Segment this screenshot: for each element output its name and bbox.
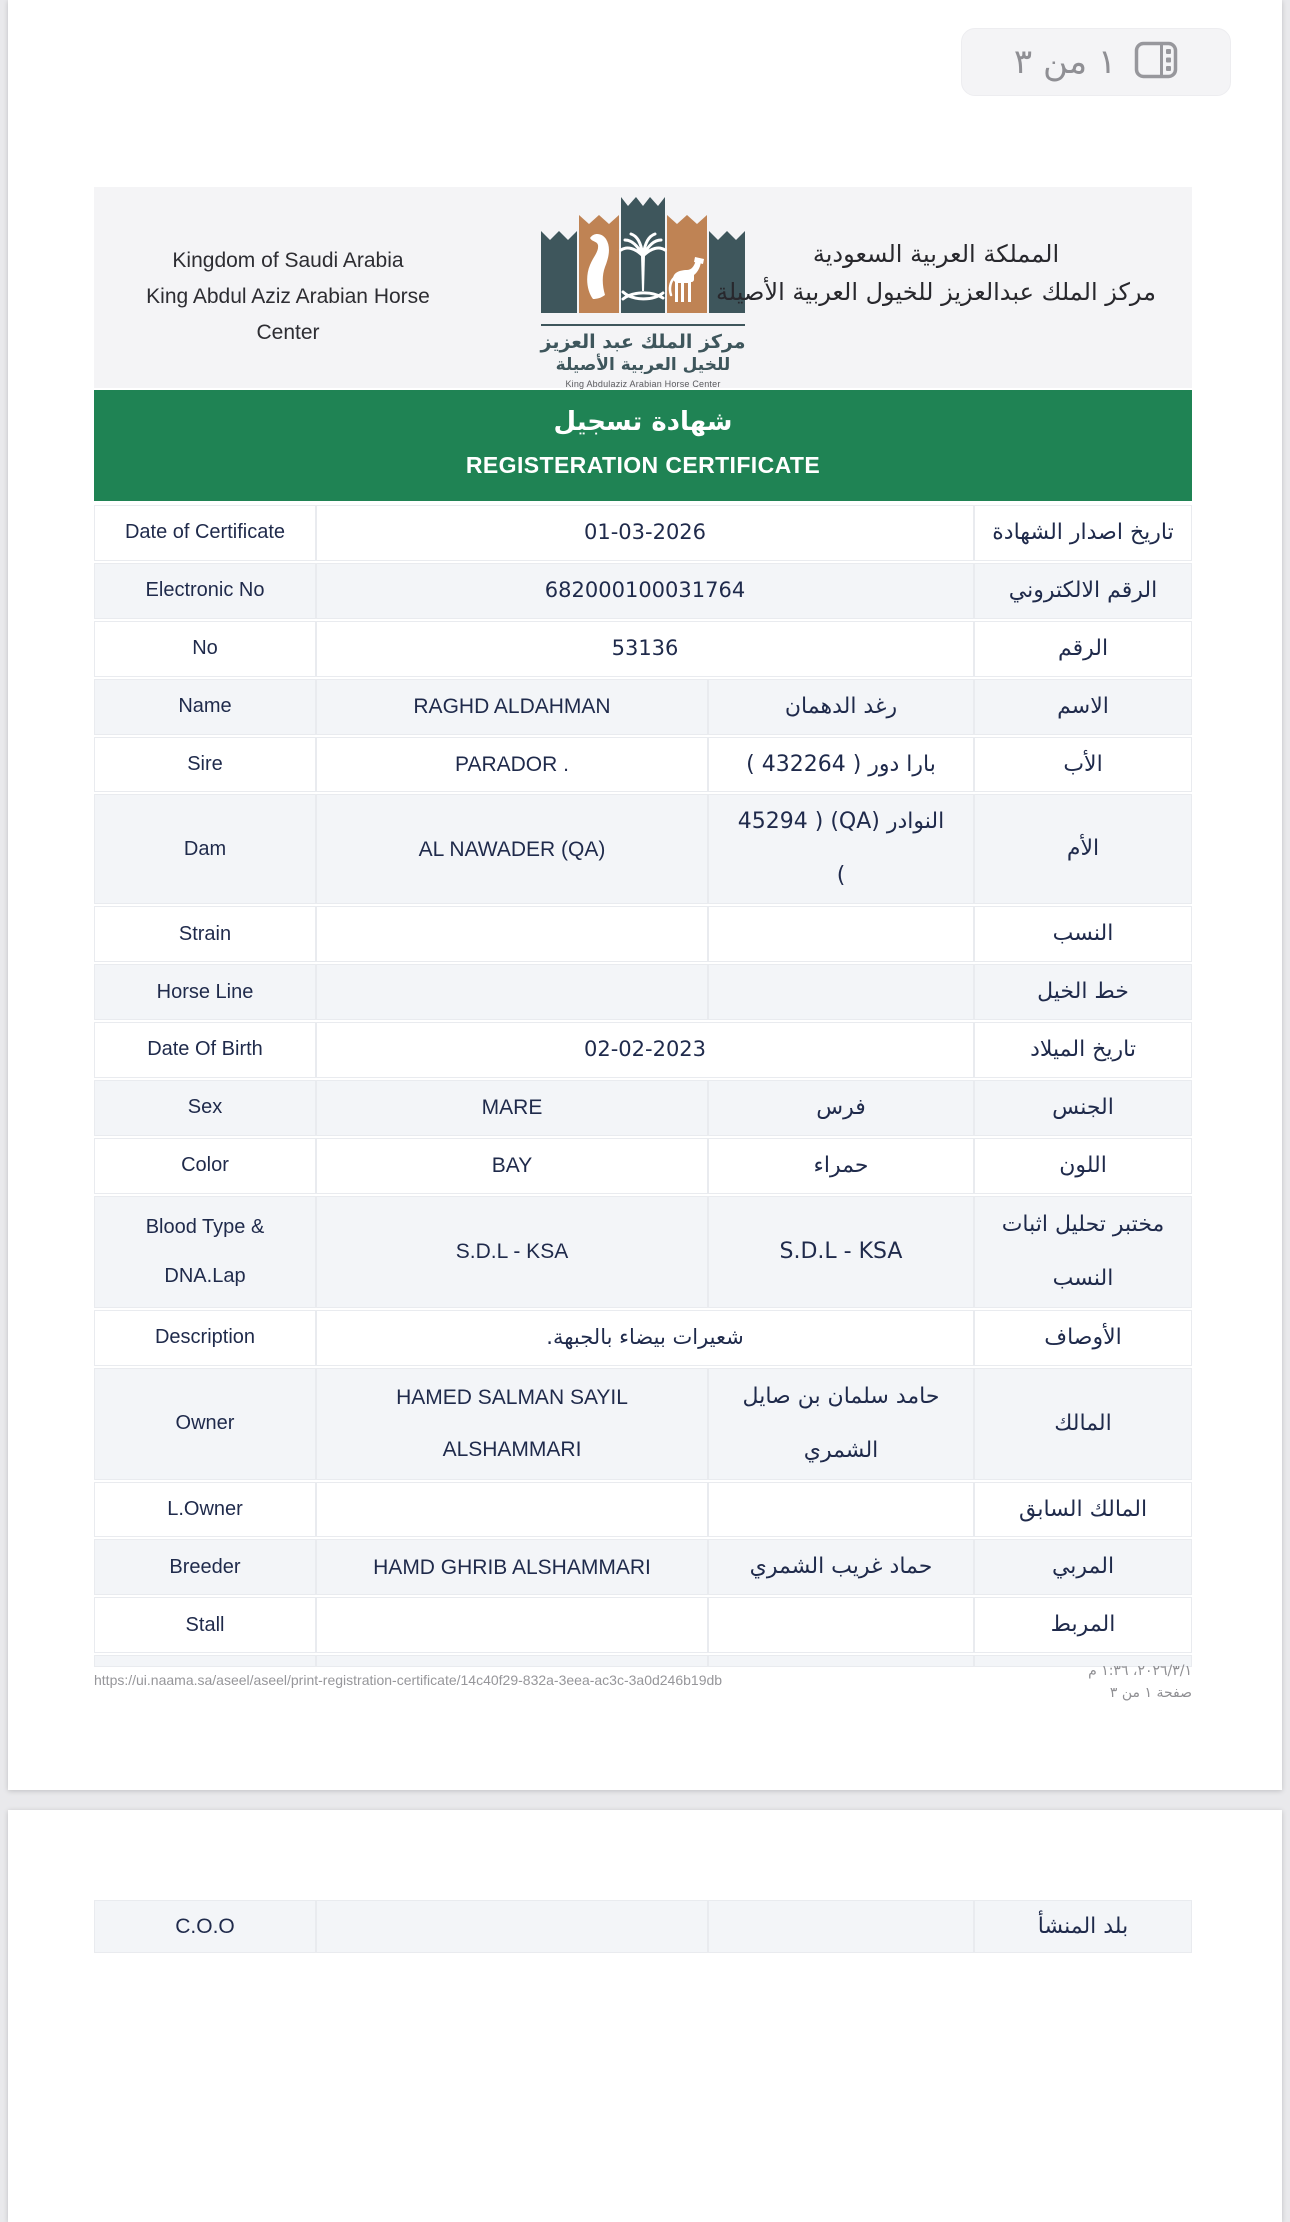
row-value: 682000100031764 (316, 563, 974, 619)
row-label-en: Horse Line (94, 964, 316, 1020)
row-value-ar: رغد الدهمان (708, 679, 974, 735)
table-row (94, 679, 1192, 735)
row-label-en: Color (94, 1138, 316, 1194)
row-label-en: Electronic No (94, 563, 316, 619)
country-name-en: Kingdom of Saudi Arabia (172, 249, 404, 272)
row-label-ar: الأوصاف (974, 1310, 1192, 1366)
row-label-ar: الجنس (974, 1080, 1192, 1136)
row-label-ar: تاريخ اصدار الشهادة (974, 505, 1192, 561)
table-row (94, 1310, 1192, 1366)
table-row (94, 1482, 1192, 1538)
row-label-ar: المربي (974, 1539, 1192, 1595)
row-value-en (316, 1900, 708, 1953)
row-value-en: PARADOR . (316, 737, 708, 793)
print-footer-meta (1088, 1660, 1192, 1704)
row-label-en: Strain (94, 906, 316, 962)
row-label-en: Stall (94, 1597, 316, 1653)
row-label-ar: الاسم (974, 679, 1192, 735)
print-footer-datetime: ٢٠٢٦/٣/١، ١:٣٦ م (1088, 1663, 1192, 1679)
center-name-ar: مركز الملك عبدالعزيز للخيول العربية الأصيلة (715, 278, 1157, 306)
certificate-table-continued (94, 1898, 1192, 1955)
row-label-ar: اللون (974, 1138, 1192, 1194)
row-label-ar: خط الخيل (974, 964, 1192, 1020)
row-value-en (316, 1482, 708, 1538)
row-label-ar: النسب (974, 906, 1192, 962)
row-value-ar (708, 1482, 974, 1538)
row-label-en: Date of Certificate (94, 505, 316, 561)
row-value-en: HAMED SALMAN SAYIL ALSHAMMARI (316, 1368, 708, 1480)
row-value-ar: S.D.L - KSA (708, 1196, 974, 1308)
row-label-ar: المالك (974, 1368, 1192, 1480)
row-value-en: BAY (316, 1138, 708, 1194)
row-value: شعيرات بيضاء بالجبهة. (316, 1310, 974, 1366)
row-value-ar (708, 1597, 974, 1653)
row-value-ar: بارا دور ( 432264 ) (708, 737, 974, 793)
row-label-en: Date Of Birth (94, 1022, 316, 1078)
row-label-en: Name (94, 679, 316, 735)
row-value-ar: النوادر (QA) ( 45294 ) (708, 794, 974, 904)
logo-divider (541, 324, 745, 326)
row-label-ar: الرقم (974, 621, 1192, 677)
certificate-title-en: REGISTERATION CERTIFICATE (465, 452, 821, 478)
row-value: 01-03-2026 (316, 505, 974, 561)
row-value: 53136 (316, 621, 974, 677)
print-footer-url: https://ui.naama.sa/aseel/aseel/print-registration-certificate/14c40f29-832a-3eea-ac3c-3a0d246b19db (94, 1672, 723, 1688)
row-label-en: Dam (94, 794, 316, 904)
table-row (94, 1900, 1192, 1953)
certificate-page-1 (8, 0, 1282, 1790)
row-value-ar: حامد سلمان بن صايل الشمري (708, 1368, 974, 1480)
center-name-en: King Abdul Aziz Arabian Horse Center (146, 285, 430, 344)
certificate-page-2 (8, 1810, 1282, 2222)
row-label-en: Blood Type & DNA.Lap (94, 1196, 316, 1308)
page-indicator-label: ١ من ٣ (1013, 42, 1117, 82)
table-row (94, 794, 1192, 904)
row-value-ar (708, 1900, 974, 1953)
row-label-en: Sire (94, 737, 316, 793)
row-value-ar: فرس (708, 1080, 974, 1136)
table-row (94, 906, 1192, 962)
row-label-ar: تاريخ الميلاد (974, 1022, 1192, 1078)
print-footer-page-label: صفحة ١ من ٣ (1109, 1685, 1192, 1701)
row-value-en: HAMD GHRIB ALSHAMMARI (316, 1539, 708, 1595)
table-row (94, 1022, 1192, 1078)
row-value-en (316, 1597, 708, 1653)
row-value: 02-02-2023 (316, 1022, 974, 1078)
row-label-ar: بلد المنشأ (974, 1900, 1192, 1953)
row-label-en: Description (94, 1310, 316, 1366)
row-value-en: MARE (316, 1080, 708, 1136)
letterhead-english (118, 243, 458, 351)
certificate-title-ar: شهادة تسجيل (553, 407, 733, 437)
row-value-en: AL NAWADER (QA) (316, 794, 708, 904)
row-label-en: C.O.O (94, 1900, 316, 1953)
country-name-ar: المملكة العربية السعودية (812, 240, 1060, 268)
logo-title-ar-1: مركز الملك عبد العزيز (540, 331, 746, 353)
table-row (94, 1196, 1192, 1308)
row-value-en: S.D.L - KSA (316, 1196, 708, 1308)
letterhead-arabic (696, 235, 1176, 311)
row-label-en: L.Owner (94, 1482, 316, 1538)
table-row (94, 621, 1192, 677)
row-label-ar: المالك السابق (974, 1482, 1192, 1538)
table-row (94, 1080, 1192, 1136)
row-value-ar: حماد غريب الشمري (708, 1539, 974, 1595)
row-label-ar: الرقم الالكتروني (974, 563, 1192, 619)
logo-title-ar-2: للخيل العربية الأصيلة (555, 355, 731, 375)
row-label-en: Owner (94, 1368, 316, 1480)
row-label-en: Breeder (94, 1539, 316, 1595)
row-label-ar: الأم (974, 794, 1192, 904)
row-label-ar: المربط (974, 1597, 1192, 1653)
table-row (94, 1138, 1192, 1194)
row-label-en: Sex (94, 1080, 316, 1136)
row-value-ar (708, 964, 974, 1020)
table-row-clipped (94, 1655, 1192, 1667)
page-indicator-badge (961, 28, 1231, 96)
logo-caption-en: King Abdulaziz Arabian Horse Center (565, 379, 721, 389)
row-label-ar: مختبر تحليل اثبات النسب (974, 1196, 1192, 1308)
sidebar-pages-icon[interactable] (1134, 40, 1178, 85)
table-row (94, 563, 1192, 619)
row-value-en (316, 906, 708, 962)
table-row (94, 1539, 1192, 1595)
table-row (94, 1597, 1192, 1653)
row-value-ar: حمراء (708, 1138, 974, 1194)
row-value-en (316, 964, 708, 1020)
certificate-table (94, 503, 1192, 1669)
certificate-letterhead (94, 187, 1192, 388)
table-row (94, 1368, 1192, 1480)
table-row (94, 964, 1192, 1020)
row-value-en: RAGHD ALDAHMAN (316, 679, 708, 735)
row-label-en: No (94, 621, 316, 677)
table-row (94, 737, 1192, 793)
certificate-title-banner (94, 390, 1192, 501)
row-value-ar (708, 906, 974, 962)
table-row (94, 505, 1192, 561)
row-label-ar: الأب (974, 737, 1192, 793)
